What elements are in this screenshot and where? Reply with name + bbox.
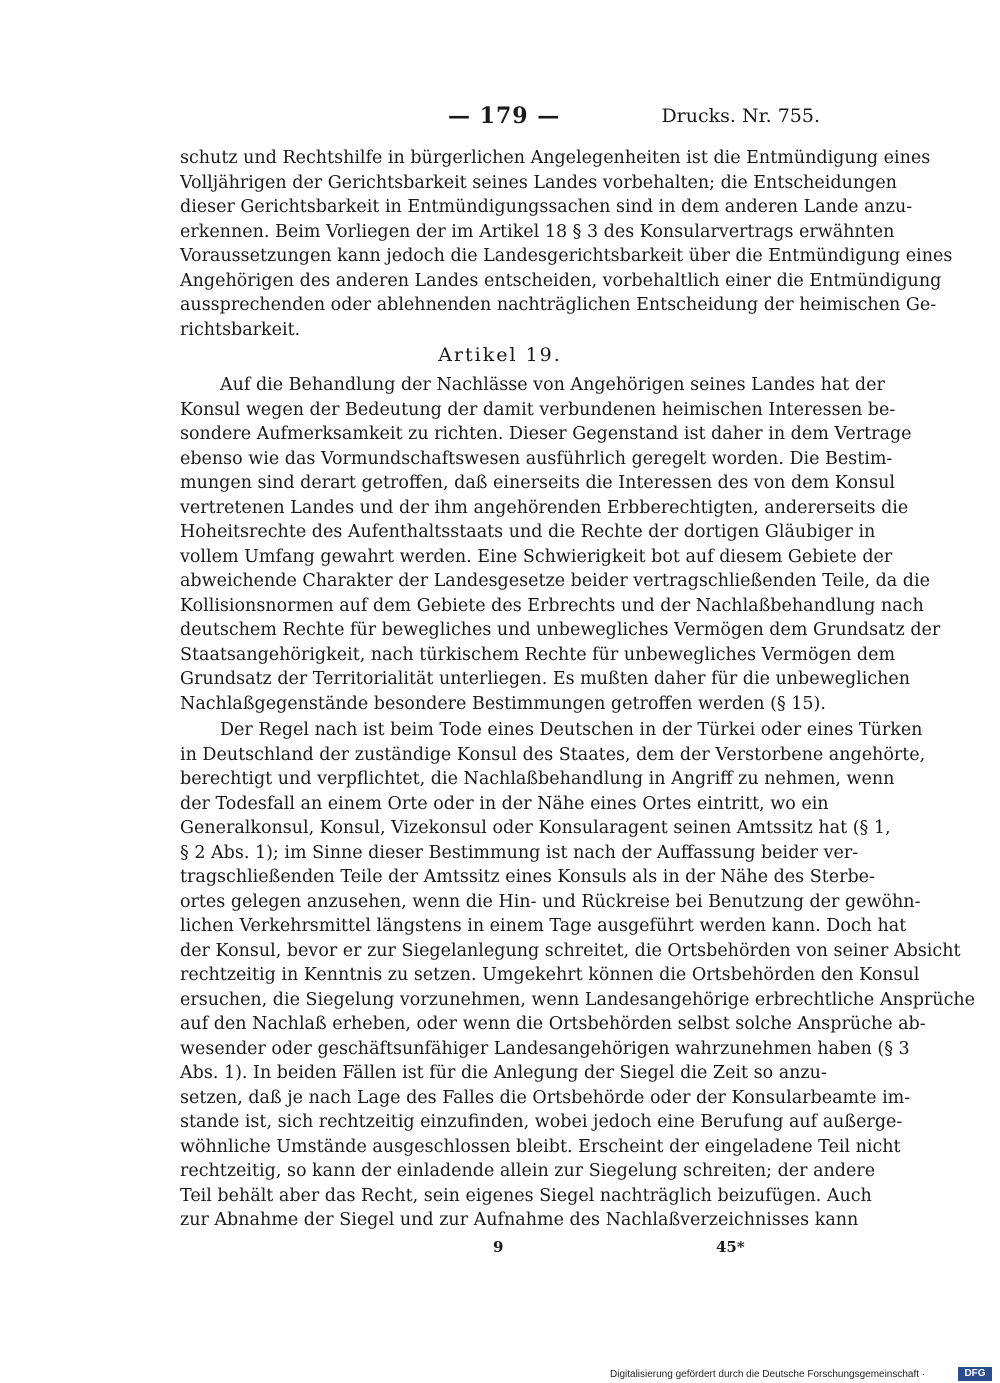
text-line: in Deutschland der zuständige Konsul des Staates, dem der Verstorbene angehörte, <box>180 744 926 765</box>
text-line: aussprechenden oder ablehnenden nachträglichen Entscheidung der heimischen Ge- <box>180 295 937 315</box>
signature-mark: 9 <box>493 1238 504 1256</box>
text-line: rechtzeitig, so kann der einladende allein zur Siegelung schreiten; der andere <box>180 1161 876 1181</box>
text-line: vollem Umfang gewahrt werden. Eine Schwierigkeit bot auf diesem Gebiete der <box>180 546 893 567</box>
text-line: Abs. 1). In beiden Fällen ist für die Anlegung der Siegel die Zeit so anzu- <box>180 1063 827 1083</box>
text-line: dieser Gerichtsbarkeit in Entmündigungssachen sind in dem anderen Lande anzu- <box>180 197 913 217</box>
text-line: erkennen. Beim Vorliegen der im Artikel 18 § 3 des Konsularvertrags erwähnten <box>180 221 895 242</box>
text-line: Staatsangehörigkeit, nach türkischem Rechte für unbewegliches Vermögen dem <box>180 644 896 665</box>
text-line: vertretenen Landes und der ihm angehörenden Erbberechtigten, andererseits die <box>180 497 909 518</box>
text-line: Teil behält aber das Recht, sein eigenes Siegel nachträglich beizufügen. Auch <box>180 1185 872 1206</box>
article-paragraph-2 <box>180 718 975 1233</box>
text-line: sondere Aufmerksamkeit zu richten. Dieser Gegenstand ist daher in dem Vertrage <box>180 424 912 444</box>
text-line: stande ist, sich rechtzeitig einzufinden, wobei jedoch eine Berufung auf außerge- <box>180 1112 903 1132</box>
text-line: mungen sind derart getroffen, daß einerseits die Interessen des von dem Konsul <box>180 473 895 493</box>
print-reference: Drucks. Nr. 755. <box>661 105 820 127</box>
text-line: Nachlaßgegenstände besondere Bestimmungen getroffen werden (§ 15). <box>180 693 826 714</box>
text-line: der Todesfall an einem Orte oder in der Nähe eines Ortes eintritt, wo ein <box>180 793 829 814</box>
sheet-mark: 45* <box>716 1238 745 1256</box>
intro-paragraph <box>180 146 953 342</box>
text-line: lichen Verkehrsmittel längstens in einem Tage ausgeführt werden kann. Doch hat <box>180 916 907 936</box>
text-line: Hoheitsrechte des Aufenthaltsstaats und die Rechte der dortigen Gläubiger in <box>180 522 876 542</box>
text-line: richtsbarkeit. <box>180 319 301 340</box>
text-line: § 2 Abs. 1); im Sinne dieser Bestimmung ist nach der Auffassung beider ver- <box>180 842 859 863</box>
text-line: Angehörigen des anderen Landes entscheiden, vorbehaltlich einer die Entmündigung <box>180 270 942 291</box>
text-line: auf den Nachlaß erheben, oder wenn die Ortsbehörden selbst solche Ansprüche ab- <box>180 1014 926 1034</box>
text-line: ortes gelegen anzusehen, wenn die Hin- und Rückreise bei Benutzung der gewöhn- <box>180 891 921 912</box>
text-line: der Konsul, bevor er zur Siegelanlegung schreitet, die Ortsbehörden von seiner Absicht <box>180 940 961 961</box>
text-line: Volljährigen der Gerichtsbarkeit seines Landes vorbehalten; die Entscheidungen <box>180 172 897 193</box>
page-number: — 179 — <box>448 103 561 129</box>
text-line: Der Regel nach ist beim Tode eines Deutschen in der Türkei oder eines Türken <box>220 720 923 740</box>
page-header <box>180 103 820 133</box>
text-line: Voraussetzungen kann jedoch die Landesgerichtsbarkeit über die Entmündigung eines <box>180 246 953 266</box>
text-line: schutz und Rechtshilfe in bürgerlichen Angelegenheiten ist die Entmündigung eines <box>180 148 931 168</box>
text-line: abweichende Charakter der Landesgesetze beider vertragschließenden Teile, da die <box>180 571 930 591</box>
text-line: berechtigt und verpflichtet, die Nachlaßbehandlung in Angriff zu nehmen, wenn <box>180 769 895 789</box>
digitization-credit: Digitalisierung gefördert durch die Deutsche Forschungsgemeinschaft · <box>610 1369 926 1380</box>
text-line: tragschließenden Teile der Amtssitz eines Konsuls als in der Nähe des Sterbe- <box>180 867 875 887</box>
article-heading: Artikel 19. <box>438 344 562 366</box>
text-line: Generalkonsul, Konsul, Vizekonsul oder Konsularagent seinen Amtssitz hat (§ 1, <box>180 818 891 838</box>
text-line: Auf die Behandlung der Nachlässe von Angehörigen seines Landes hat der <box>220 375 885 395</box>
text-line: deutschem Rechte für bewegliches und unbewegliches Vermögen dem Grundsatz der <box>180 620 941 640</box>
text-line: wöhnliche Umstände ausgeschlossen bleibt. Erscheint der eingeladene Teil nicht <box>180 1136 901 1157</box>
text-line: Grundsatz der Territorialität unterliegen. Es mußten daher für die unbeweglichen <box>180 669 911 689</box>
text-line: Konsul wegen der Bedeutung der damit verbundenen heimischen Interessen be- <box>180 399 896 420</box>
text-line: ersuchen, die Siegelung vorzunehmen, wenn Landesangehörige erbrechtliche Ansprüche <box>180 989 975 1010</box>
text-line: rechtzeitig in Kenntnis zu setzen. Umgekehrt können die Ortsbehörden den Konsul <box>180 965 920 985</box>
text-line: ebenso wie das Vormundschaftswesen ausführlich geregelt worden. Die Bestim- <box>180 448 893 469</box>
text-line: wesender oder geschäftsunfähiger Landesangehörigen wahrzunehmen haben (§ 3 <box>180 1038 910 1059</box>
article-paragraph-1 <box>180 373 941 716</box>
text-line: Kollisionsnormen auf dem Gebiete des Erbrechts und der Nachlaßbehandlung nach <box>180 595 924 616</box>
text-line: setzen, daß je nach Lage des Falles die Ortsbehörde oder der Konsularbeamte im- <box>180 1087 911 1108</box>
text-line: zur Abnahme der Siegel und zur Aufnahme des Nachlaßverzeichnisses kann <box>180 1210 859 1230</box>
dfg-logo: DFG <box>958 1367 992 1381</box>
